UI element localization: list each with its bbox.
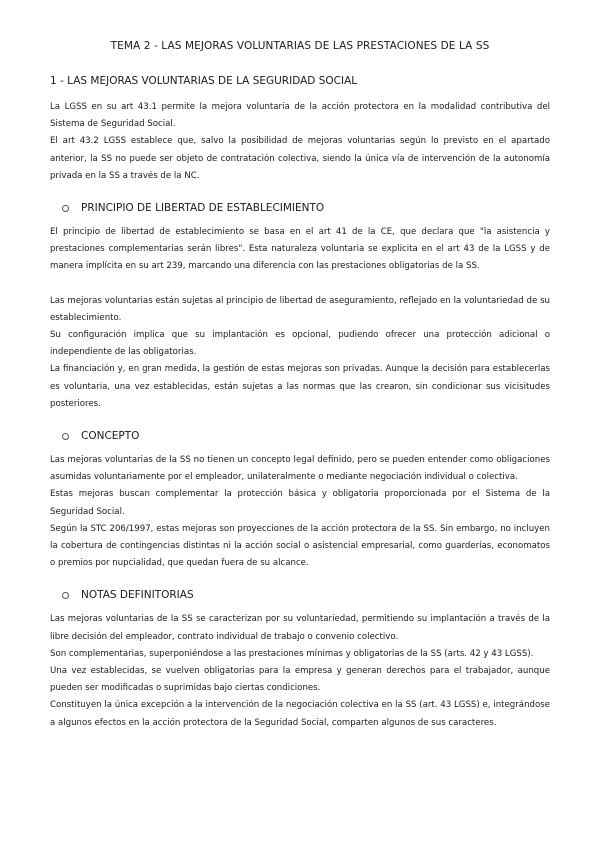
paragraph: Las mejoras voluntarias de la SS se caracterizan por su voluntariedad, permitiendo su implantación a través de la libre decisión del empleador, contrato individual de trabajo o convenio colectivo. [50, 614, 550, 642]
subsection-title-principio [50, 202, 550, 214]
paragraph: El art 43.2 LGSS establece que, salvo la posibilidad de mejoras voluntarias según lo previsto en el apartado anterior, la SS no puede ser objeto de contratación colectiva, siendo la única vía de intervención de la autonomía privada en la SS a través de la NC. [50, 136, 550, 181]
paragraph: Su configuración implica que su implantación es opcional, pudiendo ofrecer una protección adicional o independiente de las obligatorias. [50, 330, 550, 358]
subsection-label: CONCEPTO [81, 430, 140, 443]
paragraph: La LGSS en su art 43.1 permite la mejora voluntaria de la acción protectora en la modalidad contributiva del Sistema de Seguridad Social. [50, 102, 550, 130]
subsection-title-concepto [50, 430, 550, 442]
paragraph: Una vez establecidas, se vuelven obligatorias para la empresa y generan derechos para el trabajador, aunque pueden ser modificadas o suprimidas bajo ciertas condiciones. [50, 666, 550, 694]
subsection-title-notas [50, 589, 550, 601]
paragraph: Según la STC 206/1997, estas mejoras son proyecciones de la acción protectora de la SS. Sin embargo, no incluyen la cobertura de contingencias distintas ni la acción social o asistencial empresarial, como guarderías, economatos o premios por nupcialidad, que quedan fuera de su alcance. [50, 523, 550, 569]
paragraph: Estas mejoras buscan complementar la protección básica y obligatoria proporcionada por el Sistema de la Seguridad Social. [50, 489, 550, 517]
bullet-icon [62, 433, 69, 440]
paragraph: Constituyen la única excepción a la intervención de la negociación colectiva en la SS (art. 43 LGSS) e, integrándose a algunos efectos en la acción protectora de la Seguridad Social, comparten algunos de sus caracteres. [50, 700, 550, 728]
bullet-icon [62, 592, 69, 599]
paragraph: El principio de libertad de establecimiento se basa en el art 41 de la CE, que declara que "la asistencia y prestaciones complementarias serán libres". Esta naturaleza voluntaria se explicita en el art 43 de la LGSS y de manera implícita en su art 239, marcando una diferencia con las prestaciones obligatorias de la SS. [50, 227, 550, 272]
paragraph: Las mejoras voluntarias de la SS no tienen un concepto legal definido, pero se pueden entender como obligaciones asumidas voluntariamente por el empleador, unilateralmente o mediante negociación individual o colectiva. [50, 455, 550, 483]
document-title: TEMA 2 - LAS MEJORAS VOLUNTARIAS DE LAS PRESTACIONES DE LA SS [110, 40, 490, 52]
paragraph: La financiación y, en gran medida, la gestión de estas mejoras son privadas. Aunque la decisión para establecerlas es voluntaria, una vez establecidas, están sujetas a las normas que las crearon, sin condicionar sus vicisitudes posteriores. [50, 364, 550, 409]
paragraph: Son complementarias, superponiéndose a las prestaciones mínimas y obligatorias de la SS (arts. 42 y 43 LGSS). [50, 648, 534, 659]
section-title-mejoras: 1 - LAS MEJORAS VOLUNTARIAS DE LA SEGURIDAD SOCIAL [50, 75, 358, 87]
bullet-icon [62, 205, 69, 212]
paragraph: Las mejoras voluntarias están sujetas al principio de libertad de aseguramiento, reflejado en la voluntariedad de su establecimiento. [50, 295, 550, 323]
subsection-label: NOTAS DEFINITORIAS [81, 589, 194, 602]
subsection-label: PRINCIPIO DE LIBERTAD DE ESTABLECIMIENTO [81, 202, 325, 215]
